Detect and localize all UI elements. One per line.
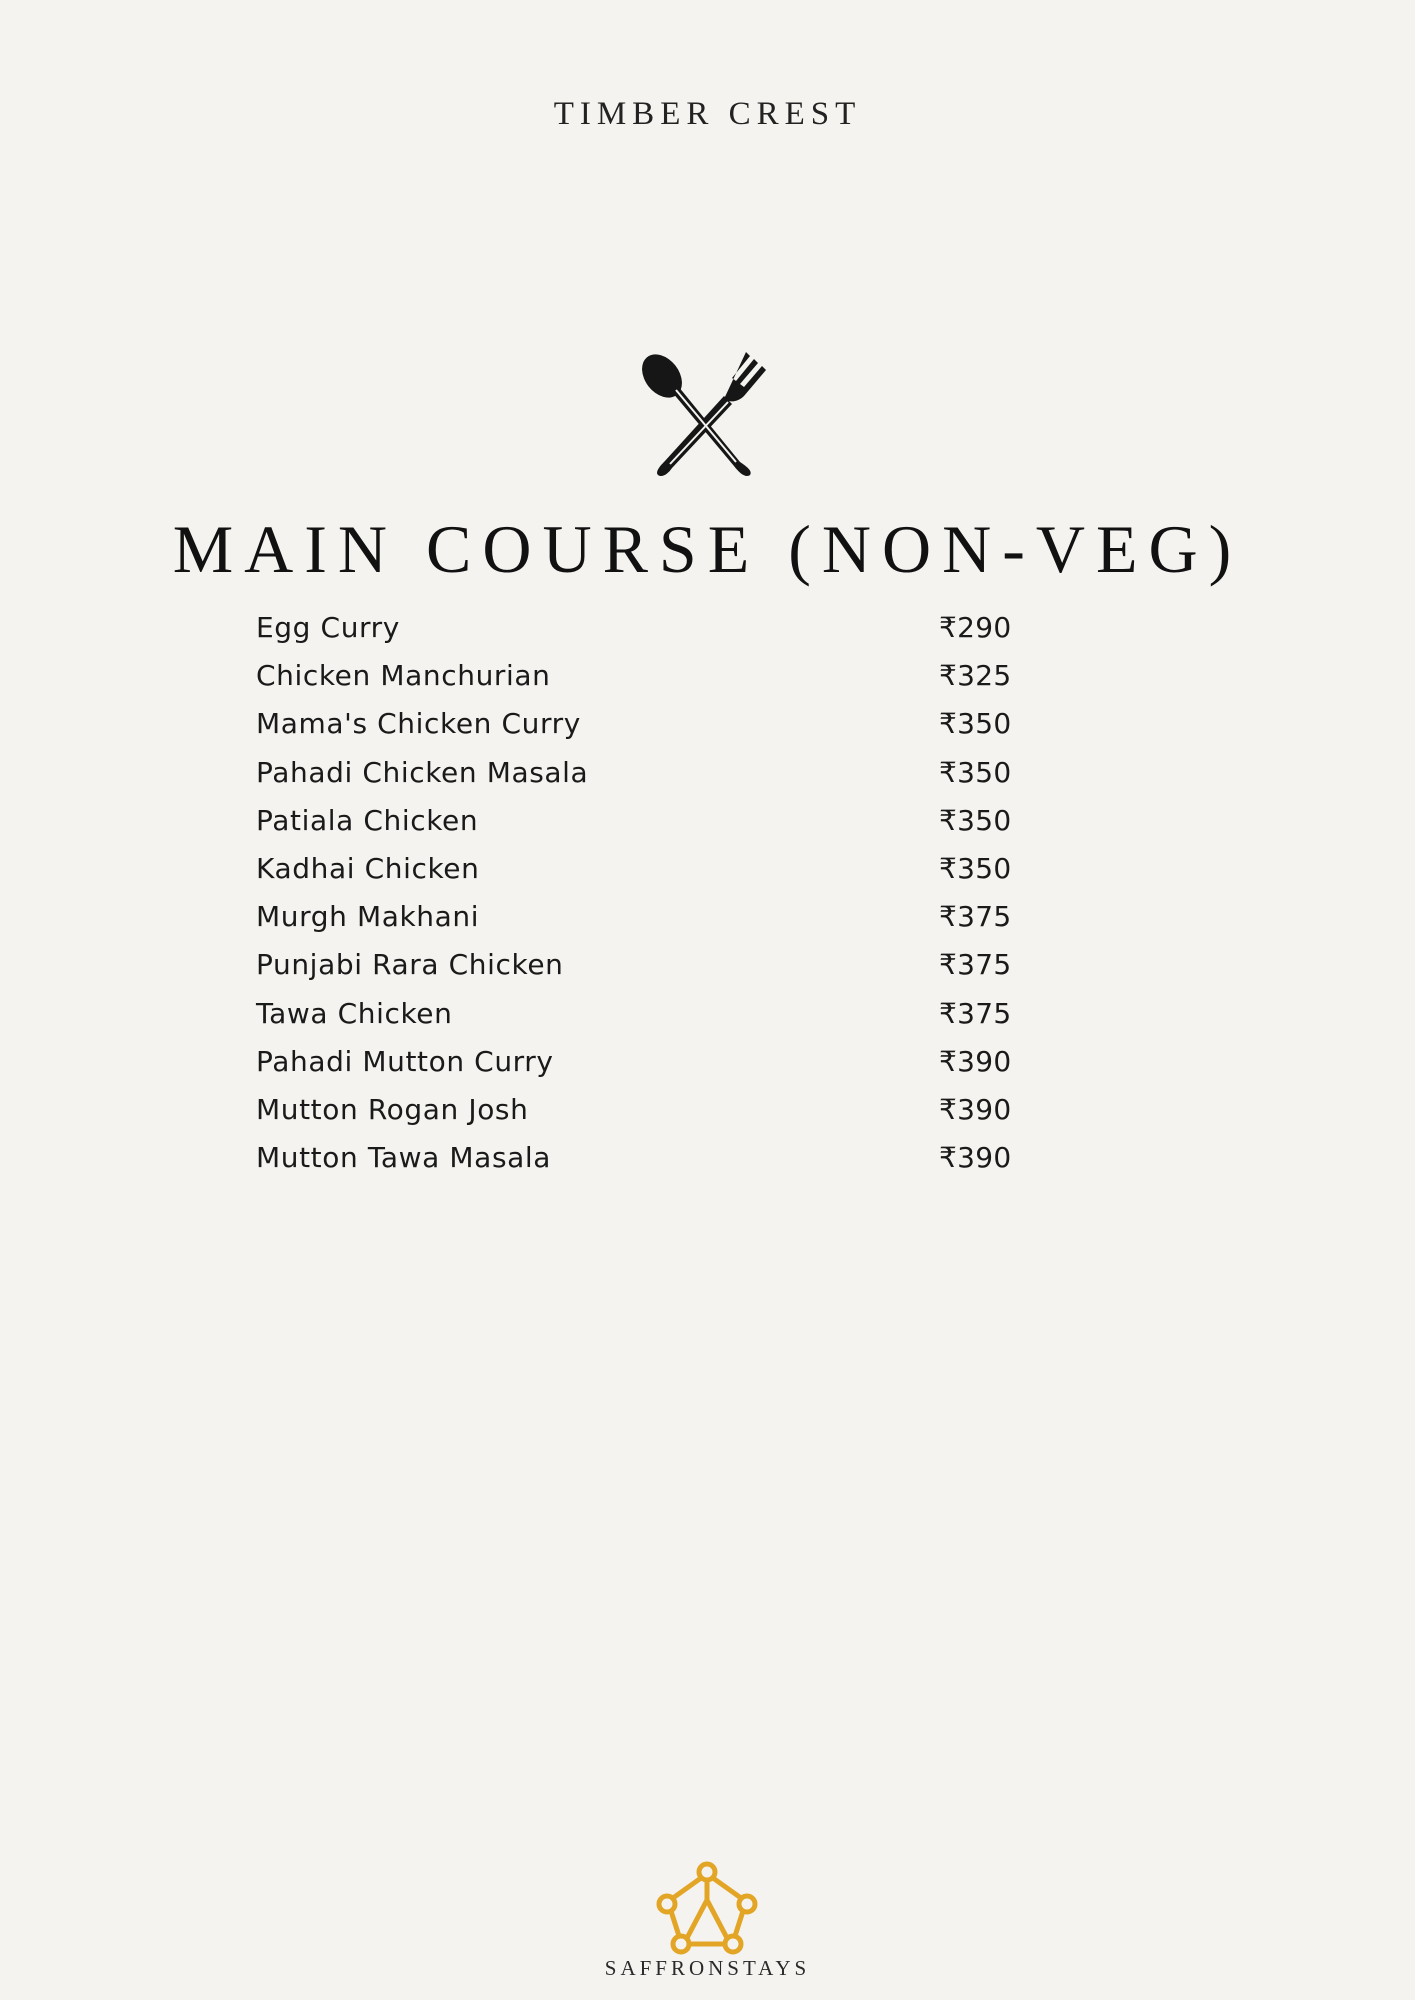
menu-item [256, 700, 1016, 748]
menu-item-price: ₹390 [939, 1141, 1012, 1175]
menu-item-price: ₹375 [939, 900, 1012, 934]
menu-item [256, 797, 1016, 845]
menu-item [256, 749, 1016, 797]
menu-item-price: ₹325 [939, 659, 1012, 693]
cutlery-icon [636, 348, 780, 488]
menu-item-price: ₹375 [939, 948, 1012, 982]
menu-item-name: Tawa Chicken [256, 996, 453, 1030]
menu-item [256, 845, 1016, 893]
menu-item [256, 1038, 1016, 1086]
menu-item [256, 941, 1016, 989]
menu-list [256, 604, 1016, 1182]
brand-name-top: TIMBER CREST [553, 96, 862, 132]
menu-item-name: Mutton Tawa Masala [256, 1141, 552, 1175]
menu-item-price: ₹375 [939, 996, 1012, 1030]
menu-item-name: Mutton Rogan Josh [256, 1092, 529, 1126]
menu-item [256, 893, 1016, 941]
menu-item-name: Pahadi Chicken Masala [256, 755, 589, 789]
section-title: MAIN COURSE (NON-VEG) [172, 511, 1243, 587]
menu-item-price: ₹350 [939, 755, 1012, 789]
menu-item-price: ₹390 [939, 1044, 1012, 1078]
menu-item-price: ₹350 [939, 851, 1012, 885]
menu-item [256, 652, 1016, 700]
menu-item [256, 990, 1016, 1038]
brand-name-bottom: SAFFRONSTAYS [604, 1956, 811, 1980]
menu-item-price: ₹350 [939, 803, 1012, 837]
menu-item-name: Patiala Chicken [256, 803, 479, 837]
menu-item [256, 1086, 1016, 1134]
menu-item-price: ₹350 [939, 707, 1012, 741]
menu-item-name: Murgh Makhani [256, 900, 480, 934]
menu-item-name: Mama's Chicken Curry [256, 707, 581, 741]
menu-item-name: Chicken Manchurian [256, 659, 551, 693]
menu-item-name: Egg Curry [256, 611, 400, 644]
menu-item [256, 604, 1016, 652]
menu-item-name: Kadhai Chicken [256, 851, 480, 885]
menu-item [256, 1134, 1016, 1182]
menu-item-name: Pahadi Mutton Curry [256, 1044, 554, 1078]
saffronstays-logo-icon [655, 1860, 759, 1956]
menu-item-price: ₹390 [939, 1092, 1012, 1126]
menu-item-price: ₹290 [939, 611, 1012, 644]
menu-item-name: Punjabi Rara Chicken [256, 948, 564, 982]
